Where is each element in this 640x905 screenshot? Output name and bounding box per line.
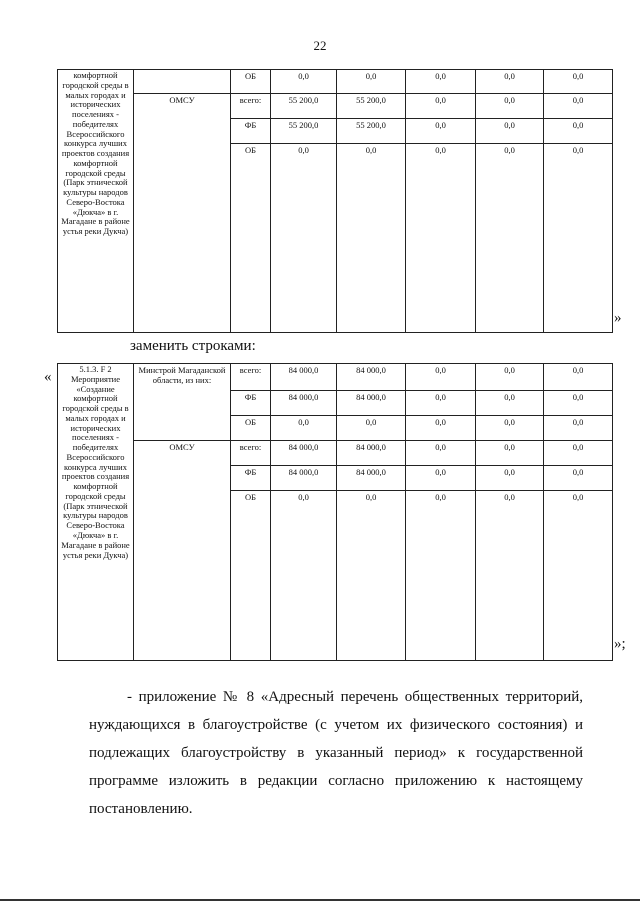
source-cell: ФБ (231, 466, 271, 491)
measure-name-cell: комфортной городской среды в малых городах и исторических поселениях - победителях Всероссийского конкурса лучших проектов создания комфортной городской среды (Парк этнической культуры народов Северо-Востока «Дюкча» в г. Магадане в районе устья реки Дукча) (58, 70, 134, 333)
source-cell: ОБ (231, 144, 271, 333)
source-cell: ФБ (231, 119, 271, 144)
value-cell: 84 000,0 (271, 441, 337, 466)
value-cell: 0,0 (544, 491, 613, 661)
value-cell: 0,0 (406, 416, 476, 441)
source-cell: ФБ (231, 391, 271, 416)
value-cell: 84 000,0 (337, 466, 406, 491)
source-cell: ОБ (231, 70, 271, 94)
value-cell: 0,0 (476, 491, 544, 661)
value-cell: 84 000,0 (337, 364, 406, 391)
value-cell: 0,0 (544, 466, 613, 491)
executor-cell: ОМСУ (134, 94, 231, 333)
measure-name-cell: 5.1.3. F 2 Мероприятие «Создание комфортной городской среды в малых городах и исторических поселениях - победителях Всероссийского конкурса лучших проектов создания комфортной городской среды (Парк этнической культуры народов Северо-Востока «Дюкча» в г. Магадане в районе устья реки Дукча) (58, 364, 134, 661)
value-cell: 84 000,0 (271, 391, 337, 416)
value-cell: 0,0 (544, 441, 613, 466)
old-rows-table (57, 69, 613, 333)
value-cell: 0,0 (476, 416, 544, 441)
value-cell: 0,0 (476, 391, 544, 416)
value-cell: 55 200,0 (271, 119, 337, 144)
value-cell: 0,0 (544, 416, 613, 441)
value-cell: 0,0 (476, 70, 544, 94)
closing-quote: » (614, 310, 622, 326)
value-cell: 84 000,0 (271, 466, 337, 491)
value-cell: 0,0 (406, 364, 476, 391)
value-cell: 0,0 (271, 70, 337, 94)
value-cell: 0,0 (406, 491, 476, 661)
value-cell: 0,0 (406, 94, 476, 119)
new-rows-table (57, 363, 613, 661)
executor-cell (134, 70, 231, 94)
value-cell: 0,0 (406, 70, 476, 94)
page-number: 22 (313, 38, 327, 53)
value-cell: 0,0 (406, 391, 476, 416)
value-cell: 0,0 (476, 466, 544, 491)
value-cell: 0,0 (271, 144, 337, 333)
executor-cell: Минстрой Магаданской области, из них: (134, 364, 231, 441)
value-cell: 0,0 (337, 144, 406, 333)
value-cell: 0,0 (337, 416, 406, 441)
value-cell: 84 000,0 (337, 391, 406, 416)
value-cell: 0,0 (476, 364, 544, 391)
opening-quote: « (44, 369, 52, 385)
value-cell: 0,0 (544, 391, 613, 416)
value-cell: 0,0 (476, 144, 544, 333)
source-cell: ОБ (231, 416, 271, 441)
source-cell: всего: (231, 441, 271, 466)
value-cell: 0,0 (476, 94, 544, 119)
value-cell: 84 000,0 (337, 441, 406, 466)
table-row (58, 441, 613, 466)
value-cell: 55 200,0 (271, 94, 337, 119)
paragraph-text: - приложение № 8 «Адресный перечень общественных территорий, нуждающихся в благоустройстве (с учетом их физического состояния) и подлежащих благоустройству в указанный период» к государственной программе изложить в редакции согласно приложению к настоящему постановлению. (89, 689, 583, 817)
value-cell: 0,0 (544, 144, 613, 333)
value-cell: 0,0 (406, 441, 476, 466)
table-row (58, 364, 613, 391)
closing-quote: »; (614, 636, 626, 652)
value-cell: 0,0 (337, 491, 406, 661)
value-cell: 0,0 (544, 119, 613, 144)
table-row (58, 70, 613, 94)
value-cell: 0,0 (271, 416, 337, 441)
value-cell: 84 000,0 (271, 364, 337, 391)
value-cell: 55 200,0 (337, 119, 406, 144)
value-cell: 0,0 (406, 119, 476, 144)
source-cell: ОБ (231, 491, 271, 661)
body-paragraph (89, 683, 583, 823)
value-cell: 0,0 (544, 364, 613, 391)
page-bottom-rule (0, 899, 640, 901)
value-cell: 0,0 (271, 491, 337, 661)
source-cell: всего: (231, 364, 271, 391)
executor-cell: ОМСУ (134, 441, 231, 661)
value-cell: 0,0 (406, 466, 476, 491)
value-cell: 0,0 (544, 94, 613, 119)
value-cell: 0,0 (406, 144, 476, 333)
value-cell: 0,0 (476, 119, 544, 144)
table-row (58, 94, 613, 119)
replace-instruction: заменить строками: (130, 338, 256, 354)
source-cell: всего: (231, 94, 271, 119)
value-cell: 0,0 (544, 70, 613, 94)
value-cell: 0,0 (337, 70, 406, 94)
value-cell: 0,0 (476, 441, 544, 466)
value-cell: 55 200,0 (337, 94, 406, 119)
